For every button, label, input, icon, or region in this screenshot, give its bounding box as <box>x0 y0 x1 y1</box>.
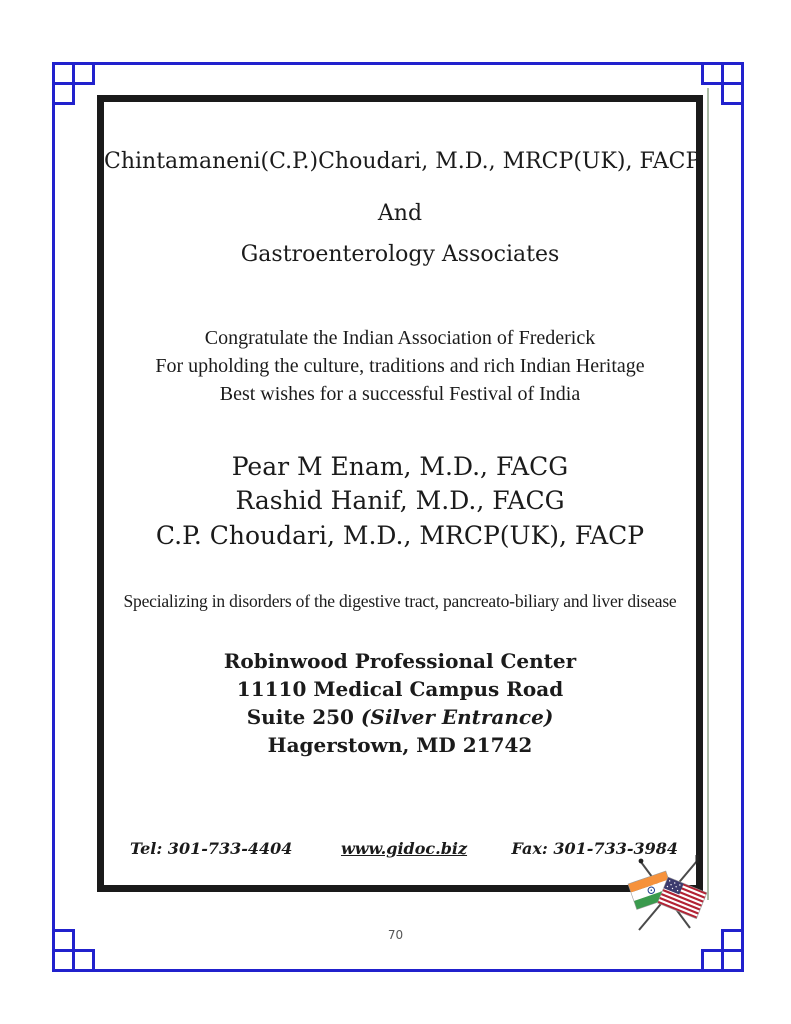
corner-ornament-top-left <box>52 62 98 108</box>
ornament-square <box>701 949 724 972</box>
ornament-square <box>721 949 744 972</box>
congrats-line: For upholding the culture, traditions and rich Indian Heritage <box>155 355 645 377</box>
practice-title-and: And <box>377 201 423 226</box>
address-building: Robinwood Professional Center <box>223 649 577 673</box>
website-link: www.gidoc.biz <box>340 839 468 858</box>
ornament-square <box>72 62 95 85</box>
address-suite <box>104 704 696 731</box>
india-usa-crossed-flags-icon <box>613 853 715 947</box>
corner-ornament-top-right <box>698 62 744 108</box>
practice-title-line: Chintamaneni(C.P.)Choudari, M.D., MRCP(UK), FACP <box>104 149 701 174</box>
accent-line <box>707 88 709 900</box>
doctor-name: Rashid Hanif, M.D., FACG <box>235 486 565 515</box>
fax-number: Fax: 301-733-3984 <box>511 839 679 858</box>
specialty-line: Specializing in disorders of the digestive tract, pancreato-biliary and liver disease <box>123 591 677 611</box>
ornament-square <box>52 82 75 105</box>
ornament-square <box>721 82 744 105</box>
phone-number: Tel: 301-733-4404 <box>130 839 293 858</box>
ornament-square <box>72 949 95 972</box>
contact-row <box>104 838 696 860</box>
congrats-line: Best wishes for a successful Festival of India <box>219 383 581 405</box>
address-suite-entrance: (Silver Entrance) <box>360 705 554 729</box>
practice-name: Gastroenterology Associates <box>240 242 560 267</box>
ad-border-box <box>97 95 703 892</box>
doctor-name: Pear M Enam, M.D., FACG <box>231 452 569 481</box>
doctor-name: C.P. Choudari, M.D., MRCP(UK), FACP <box>155 521 645 550</box>
address-suite-prefix: Suite 250 <box>246 705 361 729</box>
page-number: 70 <box>387 928 404 942</box>
address-city: Hagerstown, MD 21742 <box>267 733 533 757</box>
address-street: 11110 Medical Campus Road <box>236 677 564 701</box>
congrats-line: Congratulate the Indian Association of Frederick <box>204 327 596 349</box>
